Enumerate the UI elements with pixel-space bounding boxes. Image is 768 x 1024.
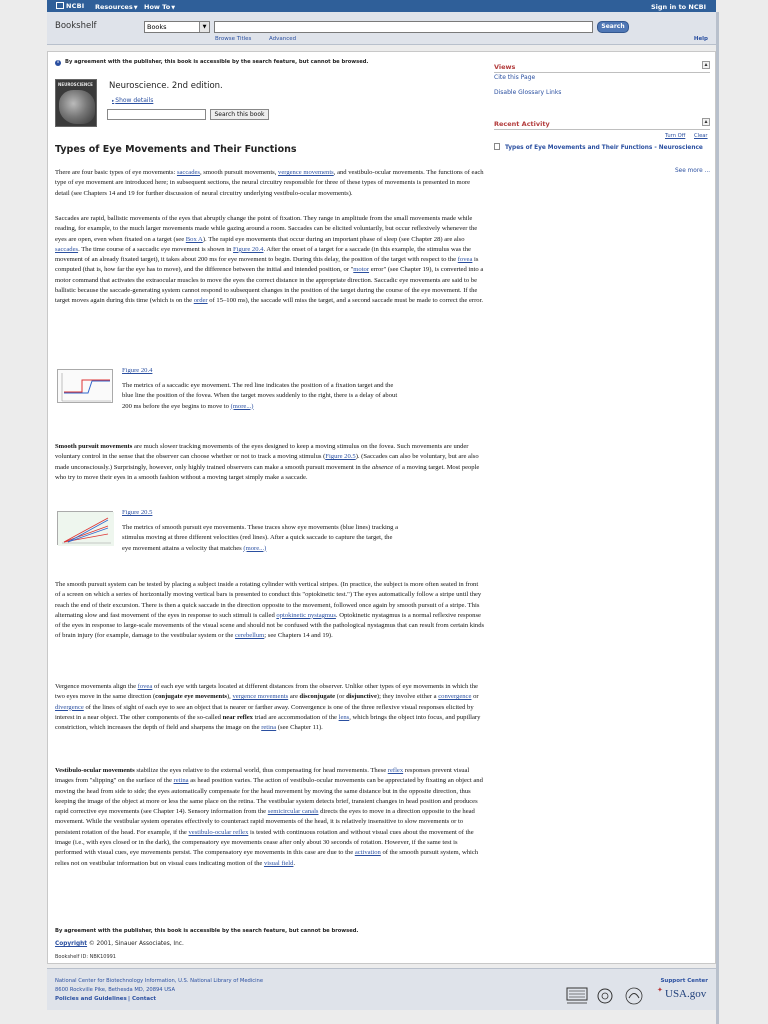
text-run: of each eye with targets located at different distances from the observer. Unlike other types of eye movements in which the two eyes move in the same direction ( bbox=[55, 683, 478, 701]
show-details-link[interactable] bbox=[112, 97, 153, 104]
paragraph-smooth-pursuit bbox=[55, 442, 485, 483]
figure-20-5-thumbnail[interactable] bbox=[57, 511, 113, 545]
copyright-text: © 2001, Sinauer Associates, Inc. bbox=[87, 941, 184, 947]
help-link[interactable]: Help bbox=[693, 36, 708, 42]
glossary-link-fovea[interactable]: fovea bbox=[137, 683, 153, 690]
glossary-link-vergence-movements[interactable]: vergence movements bbox=[232, 693, 289, 701]
pursuit-graph-icon bbox=[58, 512, 114, 546]
database-label: Bookshelf bbox=[55, 21, 97, 31]
see-more-link[interactable]: See more ... bbox=[675, 168, 711, 174]
browse-titles-link[interactable]: Browse Titles bbox=[215, 36, 252, 42]
views-heading: Views bbox=[494, 63, 516, 71]
recent-activity-heading: Recent Activity bbox=[494, 120, 550, 128]
info-icon: i bbox=[55, 60, 61, 66]
text-run: Vergence movements align the bbox=[55, 683, 138, 690]
chevron-down-icon: ▼ bbox=[171, 4, 176, 11]
text-run: ); they involve either a bbox=[376, 693, 439, 701]
clear-link[interactable]: Clear bbox=[694, 133, 708, 139]
figure-20-5-block bbox=[55, 509, 485, 569]
resources-menu-label: Resources bbox=[95, 2, 133, 11]
text-run: (or bbox=[335, 693, 347, 701]
ncbi-logo-icon bbox=[56, 2, 64, 9]
term-vestibulo-ocular: Vestibulo-ocular movements bbox=[55, 767, 135, 774]
collapse-views-icon[interactable]: ▴ bbox=[702, 61, 710, 69]
access-notice bbox=[55, 59, 368, 66]
text-run: is tested with continuous rotation and without visual cues about the movement of the image (i.e., with eyes closed or in the dark), the compensatory eye movements cease after only about 30 seconds of rotation. However, if the same test is performed with visual cues, eye movements persist. The compensatory eye movements in this case are due to the bbox=[55, 828, 474, 857]
caption-text: The metrics of a saccadic eye movement. The red line indicates the position of a fixation target and the blue line the position of the fovea. When the target moves suddenly to the right, there is a delay of about 200 ms before the eye begins to move to bbox=[122, 382, 398, 410]
text-run: , smooth pursuit movements, bbox=[200, 169, 279, 176]
text-run: stabilize the eyes relative to the external world, thus compensating for head movements. These bbox=[134, 767, 388, 774]
book-title: Neuroscience. 2nd edition. bbox=[109, 81, 223, 91]
figure-20-5-link[interactable]: Figure 20.5 bbox=[325, 453, 356, 461]
glossary-link-retina[interactable]: retina bbox=[261, 724, 277, 732]
scrollbar-track[interactable] bbox=[716, 12, 719, 1024]
book-cover-title: NEUROSCIENCE bbox=[58, 82, 93, 87]
resources-menu[interactable] bbox=[95, 3, 138, 11]
text-run: There are four basic types of eye movements: bbox=[55, 169, 177, 176]
search-button[interactable]: Search bbox=[597, 21, 629, 33]
paragraph-vergence bbox=[55, 682, 485, 733]
page-icon bbox=[494, 143, 500, 150]
triangle-right-icon: ▸ bbox=[112, 99, 115, 104]
advanced-search-link[interactable]: Advanced bbox=[269, 36, 297, 42]
ncbi-footer-link[interactable]: National Center for Biotechnology Information, U.S. National Library of Medicine bbox=[55, 978, 264, 984]
text-run: directs the eyes to move in a direction opposite to the head movement. While the vestibular system operates effectively to counteract rapid movements of the head, it is relatively insensitive to slow movements or to persistent rotation of the head. For example, if the bbox=[55, 808, 475, 836]
text-run: are bbox=[288, 693, 300, 701]
text-run: triad are accommodation of the bbox=[252, 713, 339, 721]
term-near-reflex: near reflex bbox=[222, 713, 253, 721]
paragraph-saccades bbox=[55, 214, 485, 307]
glossary-link-vestibulo-ocular-reflex[interactable]: vestibulo-ocular reflex bbox=[188, 828, 249, 836]
glossary-link-reflex[interactable]: reflex bbox=[387, 767, 404, 774]
bookshelf-id: Bookshelf ID: NBK10991 bbox=[55, 954, 116, 960]
howto-menu-label: How To bbox=[144, 2, 171, 11]
text-run: . The time course of a saccadic eye movement is shown in bbox=[78, 245, 234, 253]
figure-20-5-more-link[interactable]: (more...) bbox=[243, 544, 267, 552]
figure-20-4-caption bbox=[122, 381, 402, 412]
text-run: ; see Chapters 14 and 19). bbox=[264, 632, 333, 640]
text-run: , and vestibulo-ocular movements. The functions of each type of eye movement are introduced here; in subsequent sections, the neural circuitry responsible for three of these types of movements is presented in more detail (see Chapters 14 and 19 for further discussion of neural circuitry underlying vestibulo-ocular movements). bbox=[55, 169, 484, 197]
term-disconjugate: disconjugate bbox=[299, 693, 336, 701]
search-this-book-button[interactable]: Search this book bbox=[210, 109, 269, 120]
term-smooth-pursuit: Smooth pursuit movements bbox=[55, 443, 133, 450]
hhs-logo-icon[interactable] bbox=[624, 986, 644, 1006]
howto-menu[interactable] bbox=[144, 3, 175, 11]
glossary-link-motor[interactable]: motor bbox=[353, 266, 370, 274]
text-run: of the lines of sight of each eye to see an object that is nearer or farther away. Convergence is one of the three reflexive visual responses elicited by interest in a near object. The other components of the so-called bbox=[55, 703, 474, 721]
flag-icon: ✦ bbox=[657, 986, 663, 994]
figure-20-4-title-link[interactable]: Figure 20.4 bbox=[122, 367, 153, 374]
brain-image bbox=[59, 90, 95, 124]
recent-activity-item[interactable] bbox=[494, 143, 703, 151]
term-conjugate: conjugate eye movements bbox=[155, 693, 227, 701]
nlm-logo-icon[interactable] bbox=[565, 986, 589, 1006]
search-input[interactable] bbox=[214, 21, 593, 33]
support-center-link[interactable]: Support Center bbox=[660, 978, 708, 984]
glossary-link-order[interactable]: order bbox=[193, 297, 208, 305]
database-select-value: Books bbox=[147, 23, 167, 31]
box-a-link[interactable]: Box A bbox=[185, 235, 203, 243]
glossary-link-convergence[interactable]: convergence bbox=[438, 693, 472, 701]
content-panel bbox=[47, 51, 716, 964]
turn-off-link[interactable]: Turn Off bbox=[665, 133, 686, 139]
text-run: of the smooth pursuit system, which relies not on vestibular information but on visual cues indicating motion of the bbox=[55, 849, 479, 867]
text-run: ). (Saccades can also be voluntary, but are also made unconsciously.) Surprisingly, however, only highly trained observers can make a smooth pursuit movement in the bbox=[55, 453, 479, 471]
text-run: error" (see Chapter 19), is converted into a motor command that activates the extraocular muscles to move the eyes the correct distance in the appropriate direction. Saccadic eye movements are said to be ballistic because the saccade-generating system cannot respond to subsequent changes in the position of the target during the course of the eye movement. If the target moves again during this time (which is on the bbox=[55, 266, 484, 305]
text-run: of 15–100 ms), the saccade will miss the target, and a second saccade must be made to correct the error. bbox=[207, 297, 484, 305]
glossary-link-lens[interactable]: lens bbox=[338, 713, 350, 721]
figure-20-5-title-link[interactable]: Figure 20.5 bbox=[122, 509, 153, 516]
disable-glossary-links-link[interactable]: Disable Glossary Links bbox=[494, 89, 562, 96]
saccade-graph-icon bbox=[58, 370, 114, 404]
copyright-link[interactable]: Copyright bbox=[55, 941, 88, 947]
cite-this-page-link[interactable]: Cite this Page bbox=[494, 74, 536, 81]
book-cover-image[interactable] bbox=[55, 79, 97, 127]
search-band bbox=[47, 12, 716, 45]
database-select[interactable] bbox=[144, 21, 210, 33]
page-footer bbox=[47, 968, 716, 1010]
text-run: of a moving target. Most people who try to move their eyes in a smooth fashion without a moving target simply make a saccade. bbox=[55, 463, 480, 481]
text-run: . Optokinetic nystagmus is a normal reflexive response of the eyes in response to large-scale movements of the visual scene and should not be confused with the pathological nystagmus that can result from certain kinds of brain injury (for example, damage to the vestibular system or the bbox=[55, 611, 485, 640]
usa-gov-logo-text: USA.gov bbox=[665, 988, 707, 1000]
collapse-recent-icon[interactable]: ▴ bbox=[702, 118, 710, 126]
book-search-input[interactable] bbox=[107, 109, 206, 120]
glossary-link-fovea[interactable]: fovea bbox=[457, 256, 473, 264]
footer-separator: | bbox=[128, 996, 131, 1002]
glossary-link-vergence-movements[interactable]: vergence movements bbox=[278, 169, 334, 176]
glossary-link-optokinetic-nystagmus[interactable]: optokinetic nystagmus bbox=[276, 611, 336, 619]
figure-20-4-more-link[interactable]: (more...) bbox=[230, 402, 254, 410]
glossary-link-activation[interactable]: activation bbox=[354, 849, 381, 857]
text-run: . After the onset of a target for a saccade (in this example, the stimulus was the movement of an already fixated target), it takes about 200 ms for eye movement to begin. During this delay, the position of the target with respect to the bbox=[55, 245, 471, 264]
text-run: The smooth pursuit system can be tested by placing a subject inside a rotating cylinder with vertical stripes. (In practice, the subject is more often seated in front of a screen on which a series of horizontally moving vertical bars is presented to conduct this "optokinetic test.") The eyes automatically follow a stripe until they reach the end of their excursion. There is then a quick saccade in the direction opposite to the movement, followed once again by smooth pursuit of a stripe. This alternating slow and fast movement of the eyes in response to such stimuli is called bbox=[55, 581, 482, 619]
ncbi-logo-text: NCBI bbox=[66, 2, 85, 10]
text-run: are much slower tracking movements of the eyes designed to keep a moving stimulus on the fovea. Such movements are under voluntary control in the sense that the observer can choose whether or not to track a moving stimulus ( bbox=[55, 443, 469, 461]
figure-20-5-caption bbox=[122, 523, 402, 554]
access-notice-text: By agreement with the publisher, this book is accessible by the search feature, but cannot be browsed. bbox=[65, 59, 369, 65]
glossary-link-saccades[interactable]: saccades bbox=[55, 245, 79, 253]
text-run: Saccades are rapid, ballistic movements of the eyes that abruptly change the point of fixation. They range in amplitude from the small movements made while reading, for example, to the much larger movements made while gazing around a room. Saccades can be elicited voluntarily, but occur reflexively whenever the eyes are open, even when fixated on a target (see bbox=[55, 215, 478, 243]
recent-activity-item-label: Types of Eye Movements and Their Functions - Neuroscience bbox=[505, 145, 703, 151]
caption-text: The metrics of smooth pursuit eye movements. These traces show eye movements (blue lines) tracking a stimulus moving at three different velocities (red lines). After a quick saccade to capture the target, the eye movement attains a velocity that matches bbox=[122, 524, 399, 552]
policies-link[interactable]: Policies and Guidelines bbox=[55, 996, 127, 1002]
show-details-label: Show details bbox=[115, 97, 154, 104]
divider bbox=[494, 72, 710, 73]
text-run: is computed (that is, how far the eye has to move), and the difference between the initial and intended position, or " bbox=[55, 256, 479, 274]
text-run: or bbox=[471, 693, 479, 701]
emphasis-absence: absence bbox=[371, 463, 394, 471]
figure-20-4-link[interactable]: Figure 20.4 bbox=[233, 245, 264, 253]
text-run: ), bbox=[226, 693, 233, 701]
glossary-link-cerebellum[interactable]: cerebellum bbox=[235, 632, 265, 640]
ncbi-logo[interactable] bbox=[56, 2, 84, 10]
text-run: ). The rapid eye movements that occur during an important phase of sleep (see Chapter 28) are also bbox=[202, 235, 465, 243]
ncbi-top-bar bbox=[47, 0, 716, 12]
paragraph-optokinetic bbox=[55, 580, 485, 642]
nih-logo-icon[interactable] bbox=[595, 986, 615, 1006]
contact-link[interactable]: Contact bbox=[132, 996, 156, 1002]
glossary-link-saccades[interactable]: saccades bbox=[176, 169, 200, 176]
sign-in-link[interactable]: Sign in to NCBI bbox=[651, 2, 706, 11]
text-run: as head position varies. The action of vestibulo-ocular movements can be appreciated by fixating an object and moving the head from side to side; the eyes automatically compensate for the head movement by moving the same distance but in the opposite direction, thus keeping the image of the object at more or less the same place on the retina. The vestibular system detects brief, transient changes in head position and produces rapid corrective eye movements (see Chapter 14). Sensory information from the bbox=[55, 777, 483, 816]
term-disjunctive: disjunctive bbox=[346, 693, 377, 701]
glossary-link-divergence[interactable]: divergence bbox=[55, 703, 84, 711]
copyright-line bbox=[55, 941, 184, 947]
figure-20-4-thumbnail[interactable] bbox=[57, 369, 113, 403]
text-run: responses prevent visual images from "slipping" on the surface of the bbox=[55, 767, 470, 785]
paragraph-vestibulo-ocular bbox=[55, 766, 485, 869]
chevron-down-icon: ▼ bbox=[199, 22, 209, 32]
text-run: , which brings the object into focus, and pupillary constriction, which increases the depth of field and sharpens the image on the bbox=[55, 713, 481, 732]
usa-gov-logo[interactable] bbox=[657, 986, 705, 1006]
divider bbox=[494, 129, 710, 130]
footer-address: 8600 Rockville Pike, Bethesda MD, 20894 USA bbox=[55, 987, 175, 993]
glossary-link-semicircular-canals[interactable]: semicircular canals bbox=[267, 808, 319, 816]
paragraph-intro bbox=[55, 168, 485, 199]
text-run: (see Chapter 11). bbox=[276, 724, 323, 732]
page-title: Types of Eye Movements and Their Functions bbox=[55, 144, 297, 155]
text-run: . bbox=[293, 859, 296, 867]
figure-20-4-block bbox=[55, 367, 485, 427]
glossary-link-retina[interactable]: retina bbox=[173, 777, 189, 785]
glossary-link-visual-field[interactable]: visual field bbox=[263, 859, 294, 867]
access-notice-bottom: By agreement with the publisher, this book is accessible by the search feature, but cannot be browsed. bbox=[55, 928, 359, 934]
chevron-down-icon: ▼ bbox=[133, 4, 138, 11]
